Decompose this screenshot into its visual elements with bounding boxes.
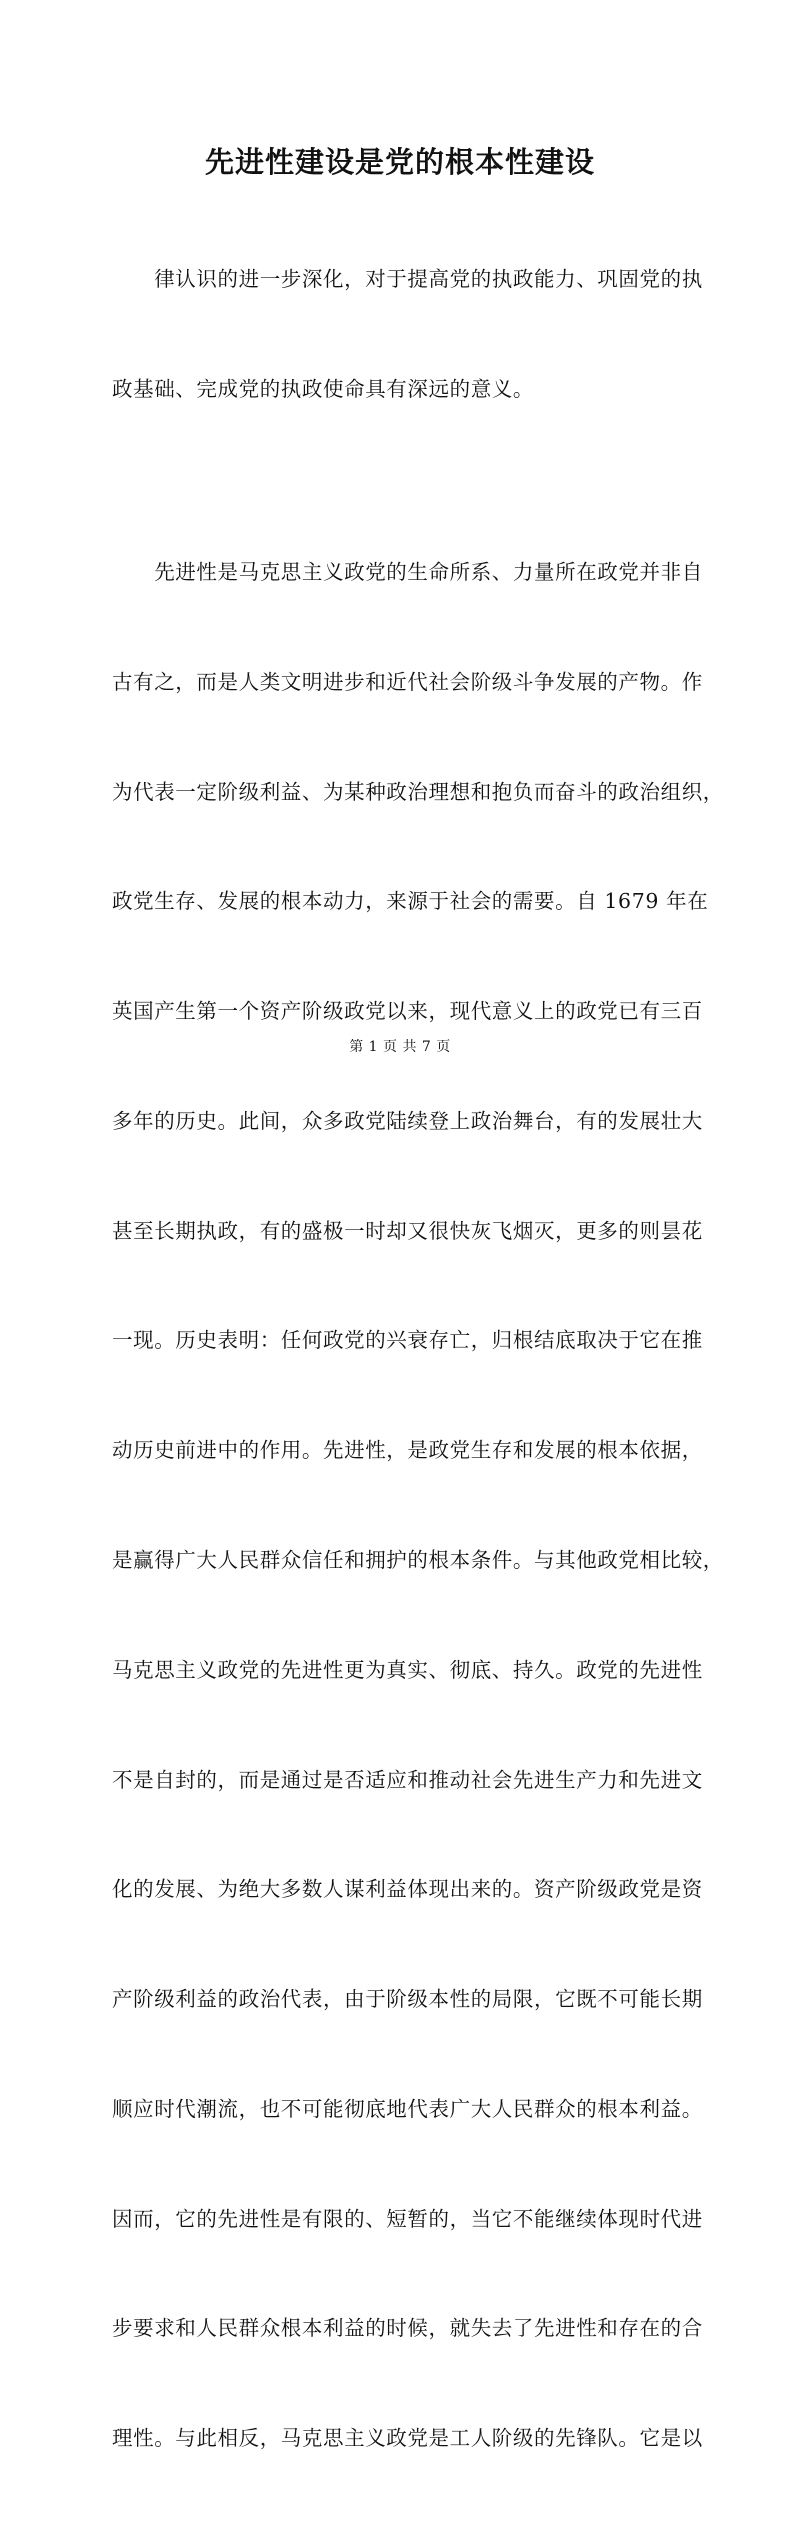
text-line: 古有之，而是人类文明进步和近代社会阶级斗争发展的产物。作 <box>112 669 703 694</box>
text-line: 步要求和人民群众根本利益的时候，就失去了先进性和存在的合 <box>112 2316 703 2341</box>
text-line: 多年的历史。此间，众多政党陆续登上政治舞台，有的发展壮大 <box>112 1108 703 1133</box>
text-line: 甚至长期执政，有的盛极一时却又很快灰飞烟灭，更多的则昙花 <box>112 1218 703 1243</box>
text-line: 一现。历史表明：任何政党的兴衰存亡，归根结底取决于它在推 <box>112 1328 703 1353</box>
text-line: 顺应时代潮流，也不可能彻底地代表广大人民群众的根本利益。 <box>112 2096 703 2121</box>
text-line: 化的发展、为绝大多数人谋利益体现出来的。资产阶级政党是资 <box>112 1877 703 1902</box>
text-line: 英国产生第一个资产阶级政党以来，现代意义上的政党已有三百 <box>112 999 703 1024</box>
text-line: 是赢得广大人民群众信任和拥护的根本条件。与其他政党相比较， <box>112 1547 724 1572</box>
text-line: 马克思主义政党的先进性更为真实、彻底、持久。政党的先进性 <box>112 1657 703 1682</box>
text-line: 律认识的进一步深化，对于提高党的执政能力、巩固党的执 <box>112 267 703 292</box>
text-line: 因而，它的先进性是有限的、短暂的，当它不能继续体现时代进 <box>112 2206 703 2231</box>
page-number-footer: 第 1 页 共 7 页 <box>349 1039 451 1055</box>
text-line: 产阶级利益的政治代表，由于阶级本性的局限，它既不可能长期 <box>112 1987 703 2012</box>
paragraph-2 <box>112 481 724 2530</box>
document-body <box>112 188 724 2530</box>
text-line: 不是自封的，而是通过是否适应和推动社会先进生产力和先进文 <box>112 1767 703 1792</box>
text-line: 动历史前进中的作用。先进性，是政党生存和发展的根本依据， <box>112 1438 703 1463</box>
text-line: 理性。与此相反，马克思主义政党是工人阶级的先锋队。它是以 <box>112 2426 703 2451</box>
text-line: 政基础、完成党的执政使命具有深远的意义。 <box>112 376 534 401</box>
text-line: 政党生存、发展的根本动力，来源于社会的需要。自 1679 年在 <box>112 889 709 914</box>
document-title: 先进性建设是党的根本性建设 <box>204 145 595 179</box>
paragraph-1 <box>112 188 704 481</box>
text-line: 先进性是马克思主义政党的生命所系、力量所在政党并非自 <box>112 559 703 584</box>
text-line: 为代表一定阶级利益、为某种政治理想和抱负而奋斗的政治组织， <box>112 779 724 804</box>
